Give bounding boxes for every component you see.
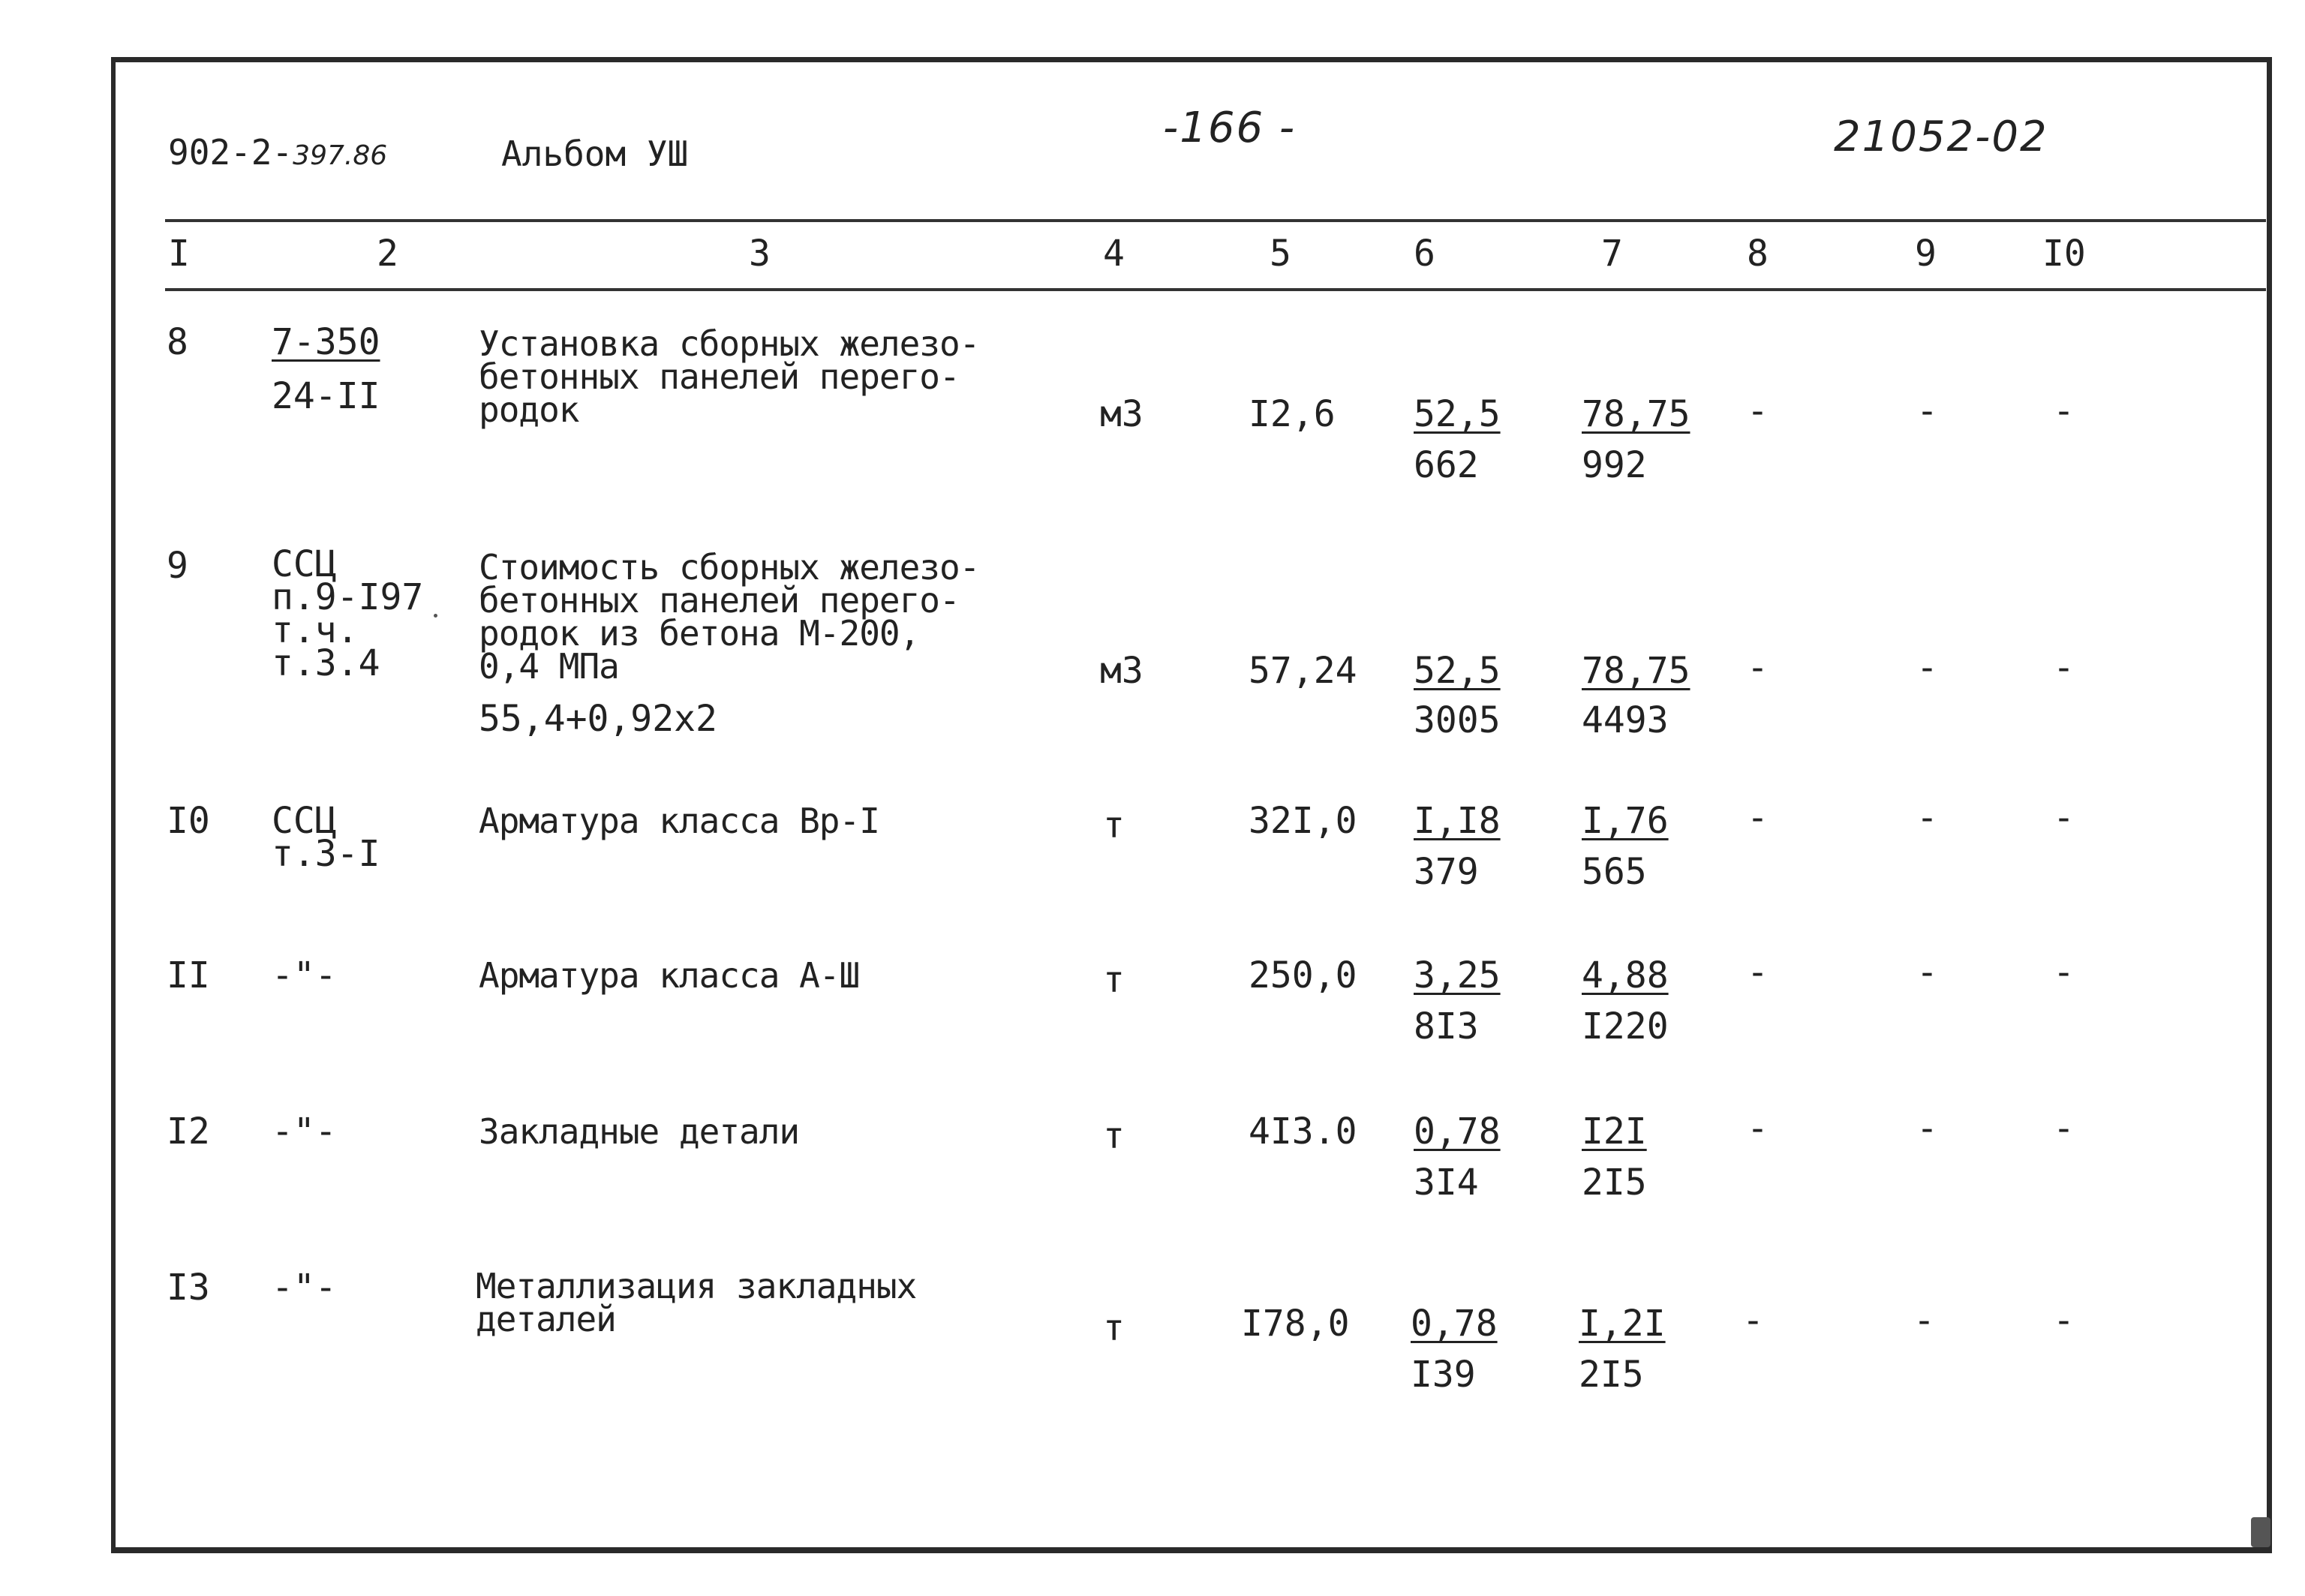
total-cost: I39 [1411, 1354, 1476, 1396]
project-number-handwritten: 397.86 [293, 140, 388, 171]
col-header-2: 2 [377, 233, 398, 275]
unit-cost: 0,78 [1414, 1111, 1501, 1153]
norm-code: 7-350 [272, 321, 380, 363]
description-line: бетонных панелей перего- [479, 580, 960, 621]
col10-value: - [2053, 797, 2075, 839]
col8-value: - [1747, 1108, 1769, 1150]
description-line: родок [479, 389, 579, 430]
col-header-4: 4 [1103, 233, 1125, 275]
scan-mark [2251, 1517, 2270, 1547]
unit-cost: I,I8 [1414, 800, 1501, 842]
unit-cost: 52,5 [1414, 393, 1501, 435]
row-number: 8 [167, 321, 188, 363]
total-cost: 3005 [1414, 699, 1501, 741]
total-cost: 379 [1414, 851, 1479, 893]
adjusted-unit-cost: I,76 [1582, 800, 1669, 842]
col8-value: - [1747, 797, 1769, 839]
quantity: 32I,0 [1249, 800, 1357, 842]
description-line: Стоимость сборных железо- [479, 547, 980, 588]
description-line: Металлизация закладных [476, 1266, 917, 1306]
col-header-1: I [168, 233, 190, 275]
unit: т [1103, 959, 1125, 1001]
col-header-3: 3 [749, 233, 771, 275]
norm-code-line: т.3-I [272, 833, 380, 875]
unit-cost: 52,5 [1414, 650, 1501, 692]
col9-value: - [1916, 647, 1938, 689]
row-number: I2 [167, 1111, 210, 1153]
row-number: 9 [167, 545, 188, 587]
col-header-6: 6 [1414, 233, 1435, 275]
col9-value: - [1916, 1108, 1938, 1150]
col-header-5: 5 [1270, 233, 1291, 275]
quantity: I2,6 [1249, 393, 1336, 435]
col10-value: - [2053, 1300, 2075, 1342]
header-rule-top [165, 219, 2266, 222]
description-line: 0,4 МПа [479, 646, 619, 687]
unit: м3 [1100, 393, 1143, 435]
total-cost: 3I4 [1414, 1162, 1479, 1204]
norm-code-line: ССЦ [272, 800, 337, 842]
total-cost: 8I3 [1414, 1005, 1479, 1047]
norm-code-line: 24-II [272, 375, 380, 417]
col8-value: - [1747, 390, 1769, 432]
col8-value: - [1742, 1300, 1764, 1342]
col-header-8: 8 [1747, 233, 1769, 275]
col9-value: - [1913, 1300, 1935, 1342]
col10-value: - [2053, 951, 2075, 993]
col-header-9: 9 [1915, 233, 1937, 275]
unit: т [1103, 1115, 1125, 1157]
album-title: Альбом УШ [501, 134, 689, 174]
norm-code-line: ССЦ [272, 543, 337, 585]
description-line: родок из бетона М-200, [479, 613, 920, 654]
col9-value: - [1916, 951, 1938, 993]
row-number: II [167, 954, 210, 996]
ditto-mark: -"- [272, 1267, 337, 1309]
adjusted-unit-cost: I,2I [1579, 1303, 1666, 1345]
adjusted-total-cost: 4493 [1582, 699, 1669, 741]
ditto-mark: -"- [272, 1111, 337, 1153]
header-rule-bottom [165, 288, 2266, 291]
col-header-7: 7 [1601, 233, 1623, 275]
norm-code-line: п.9-I97 [272, 576, 424, 618]
col-header-10: I0 [2042, 233, 2086, 275]
row-number: I3 [167, 1267, 210, 1309]
unit-cost: 3,25 [1414, 954, 1501, 996]
quantity: I78,0 [1241, 1303, 1350, 1345]
unit: м3 [1100, 650, 1143, 692]
unit: т [1103, 1307, 1125, 1349]
ditto-mark: -"- [272, 954, 337, 996]
adjusted-total-cost: 2I5 [1582, 1162, 1647, 1204]
adjusted-total-cost: 565 [1582, 851, 1647, 893]
adjusted-total-cost: 992 [1582, 444, 1647, 486]
unit-cost: 0,78 [1411, 1303, 1498, 1345]
description-line: Закладные детали [479, 1111, 800, 1152]
col10-value: - [2053, 1108, 2075, 1150]
adjusted-unit-cost: I2I [1582, 1111, 1647, 1153]
col8-value: - [1747, 951, 1769, 993]
col9-value: - [1916, 390, 1938, 432]
description-line: Арматура класса Вр-I [479, 801, 879, 841]
norm-code-line: т.ч. [272, 609, 359, 651]
page-frame [111, 57, 2272, 1553]
unit: т [1103, 804, 1125, 846]
total-cost: 662 [1414, 444, 1479, 486]
project-prefix: 902-2- [168, 132, 293, 173]
col9-value: - [1916, 797, 1938, 839]
col10-value: - [2053, 647, 2075, 689]
description-line: Арматура класса А-Ш [479, 955, 860, 996]
description-line: деталей [476, 1299, 616, 1339]
document-code: 21052-02 [1834, 113, 2048, 161]
description-line: бетонных панелей перего- [479, 356, 960, 397]
quantity: 57,24 [1249, 650, 1357, 692]
adjusted-unit-cost: 78,75 [1582, 650, 1690, 692]
formula: 55,4+0,92х2 [479, 698, 717, 740]
norm-code-line: т.3.4 [272, 642, 380, 684]
quantity: 250,0 [1249, 954, 1357, 996]
quantity: 4I3.0 [1249, 1111, 1357, 1153]
row-number: I0 [167, 800, 210, 842]
description-line: Установка сборных железо- [479, 323, 980, 364]
adjusted-total-cost: 2I5 [1579, 1354, 1644, 1396]
adjusted-total-cost: I220 [1582, 1005, 1669, 1047]
col8-value: - [1747, 647, 1769, 689]
col10-value: - [2053, 390, 2075, 432]
scan-dot [434, 614, 437, 618]
page-number: -166 - [1163, 104, 1297, 152]
project-number [168, 132, 387, 173]
adjusted-unit-cost: 78,75 [1582, 393, 1690, 435]
adjusted-unit-cost: 4,88 [1582, 954, 1669, 996]
